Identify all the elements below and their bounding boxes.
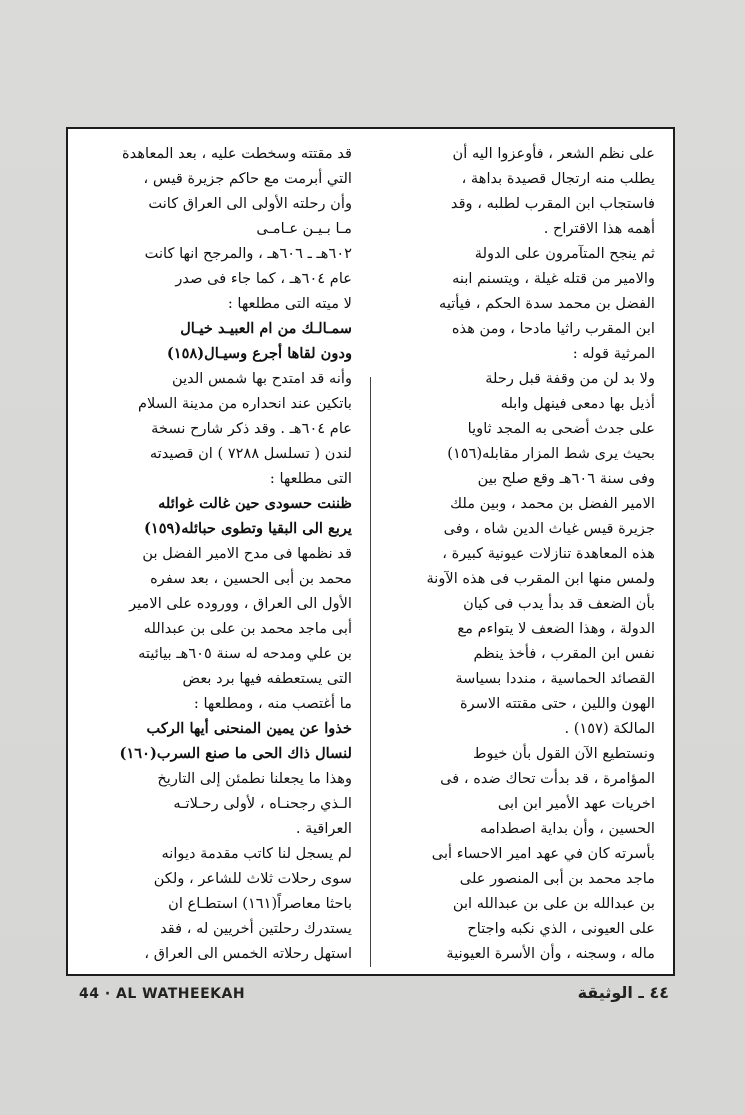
text-line: استهل رحلاته الخمس الى العراق ، xyxy=(144,945,352,962)
article-frame xyxy=(66,127,675,976)
text-line: أهمه هذا الاقتراح . xyxy=(543,220,655,237)
text-line: على جدث أضحى به المجد ثاويا xyxy=(467,420,655,437)
column-divider xyxy=(370,377,371,967)
text-line: قد نظمها فى مدح الامير الفضل بن xyxy=(142,545,352,562)
text-line: ٦٠٢هـ ـ ٦٠٦هـ ، والمرجح انها كانت xyxy=(144,245,352,262)
text-line: ماله ، وسجنه ، وأن الأسرة العيونية xyxy=(446,945,655,962)
text-line: عام ٦٠٤هـ ، كما جاء فى صدر xyxy=(175,270,352,287)
text-line: المالكة (١٥٧) . xyxy=(564,720,655,737)
text-line: ما أغتصب منه ، ومطلعها : xyxy=(193,695,352,712)
text-line: سمـالـك من ام العبيـد خيـال xyxy=(180,320,352,337)
text-line: ابن المقرب راثيا مادحا ، ومن هذه xyxy=(451,320,655,337)
text-line: يطلب منه ارتجال قصيدة بداهة ، xyxy=(461,170,655,187)
text-line: التى مطلعها : xyxy=(269,470,352,487)
text-line: بحيث يرى شط المزار مقابله(١٥٦) xyxy=(447,445,655,462)
text-line: ونستطيع الآن القول بأن خيوط xyxy=(472,745,655,762)
text-line: ولا بد لن من وقفة قبل رحلة xyxy=(485,370,655,387)
text-line: بأن الضعف قد بدأ يدب فى كيان xyxy=(463,595,655,612)
text-line: التي أبرمت مع حاكم جزيرة قيس ، xyxy=(143,170,352,187)
text-line: المؤامرة ، قد بدأت تحاك ضده ، فى xyxy=(440,770,655,787)
text-line: باتكين عند انحداره من مدينة السلام xyxy=(137,395,352,412)
text-line: سوى رحلات ثلاث للشاعر ، ولكن xyxy=(153,870,352,887)
text-line: وهذا ما يجعلنا نطمئن إلى التاريخ xyxy=(157,770,352,787)
text-line: لا ميته التى مطلعها : xyxy=(227,295,352,312)
text-line: هذه المعاهدة تنازلات عيونية كبيرة ، xyxy=(442,545,655,562)
text-line: خذوا عن يمين المنحنى أيها الركب xyxy=(146,720,352,737)
text-line: الهون واللين ، حتى مقتته الاسرة xyxy=(459,695,655,712)
text-line: ماجد محمد بن أبى المنصور على xyxy=(459,870,655,887)
text-line: وفى سنة ٦٠٦هـ وقع صلح بين xyxy=(477,470,655,487)
text-line: لنسال ذاك الحى ما صنع السرب(١٦٠) xyxy=(119,745,352,762)
text-line: فاستجاب ابن المقرب لطلبه ، وقد xyxy=(450,195,655,212)
text-line: لندن ( تسلسل ٧٢٨٨ ) ان قصيدته xyxy=(149,445,352,462)
text-line: وأنه قد امتدح بها شمس الدين xyxy=(171,370,352,387)
text-line: مـا بـيـن عـامـى xyxy=(256,220,352,237)
text-line: على العيونى ، الذي نكبه واجتاح xyxy=(467,920,655,937)
text-column-right xyxy=(393,141,655,966)
text-line: عام ٦٠٤هـ . وقد ذكر شارح نسخة xyxy=(151,420,352,437)
text-line: يربع الى البقيا وتطوى حبائله(١٥٩) xyxy=(143,520,352,537)
text-line: الأول الى العراق ، ووروده على الامير xyxy=(129,595,352,612)
text-line: العراقية . xyxy=(295,820,352,837)
text-line: جزيرة قيس غياث الدين شاه ، وفى xyxy=(443,520,655,537)
text-line: محمد بن أبى الحسين ، بعد سفره xyxy=(150,570,352,587)
text-column-left xyxy=(86,141,352,966)
text-line: التى يستعطفه فيها برد بعض xyxy=(182,670,352,687)
text-line: وأن رحلته الأولى الى العراق كانت xyxy=(148,195,352,212)
text-line: بأسرته كان في عهد امير الاحساء أبى xyxy=(431,845,655,862)
text-line: اخريات عهد الأمير ابن ابى xyxy=(497,795,655,812)
text-line: نفس ابن المقرب ، فأخذ ينظم xyxy=(473,645,655,662)
text-line: قد مقتته وسخطت عليه ، بعد المعاهدة xyxy=(122,145,352,162)
text-line: يستدرك رحلتين أخريين له ، فقد xyxy=(160,920,352,937)
text-line: الامير الفضل بن محمد ، وبين ملك xyxy=(450,495,655,512)
text-line: الدولة ، وهذا الضعف لا يتواءم مع xyxy=(457,620,655,637)
text-line: لم يسجل لنا كاتب مقدمة ديوانه xyxy=(161,845,352,862)
text-line: الفضل بن محمد سدة الحكم ، فيأتيه xyxy=(439,295,655,312)
text-line: باحثا معاصراً(١٦١) استطـاع ان xyxy=(168,895,352,912)
footer-page-number-arabic: ٤٤ ـ الوثيقة xyxy=(577,983,669,1002)
text-line: أذيل بها دمعى فينهل وابله xyxy=(500,395,655,412)
text-line: ثم ينجح المتآمرون على الدولة xyxy=(474,245,655,262)
text-line: ظننت حسودى حين غالت غوائله xyxy=(158,495,352,512)
text-line: بن عبدالله بن على بن عبدالله ابن xyxy=(452,895,655,912)
text-line: الـذي رجحنـاه ، لأولى رحـلاتـه xyxy=(173,795,352,812)
footer-page-number-latin: 44 · AL WATHEEKAH xyxy=(79,986,246,1002)
text-line: على نظم الشعر ، فأوعزوا اليه أن xyxy=(452,145,655,162)
text-line: والامير من قتله غيلة ، ويتسنم ابنه xyxy=(452,270,655,287)
text-line: أبى ماجد محمد بن على بن عبدالله xyxy=(143,620,352,637)
text-line: ودون لقاها أجرع وسيـال(١٥٨) xyxy=(166,345,352,362)
text-line: ولمس منها ابن المقرب فى هذه الآونة xyxy=(426,570,655,587)
text-line: بن علي ومدحه له سنة ٦٠٥هـ بيائيته xyxy=(138,645,352,662)
text-line: القصائد الحماسية ، منددا بسياسة xyxy=(455,670,655,687)
text-line: المرثية قوله : xyxy=(572,345,655,362)
text-line: الحسين ، وأن بداية اصطدامه xyxy=(480,820,655,837)
